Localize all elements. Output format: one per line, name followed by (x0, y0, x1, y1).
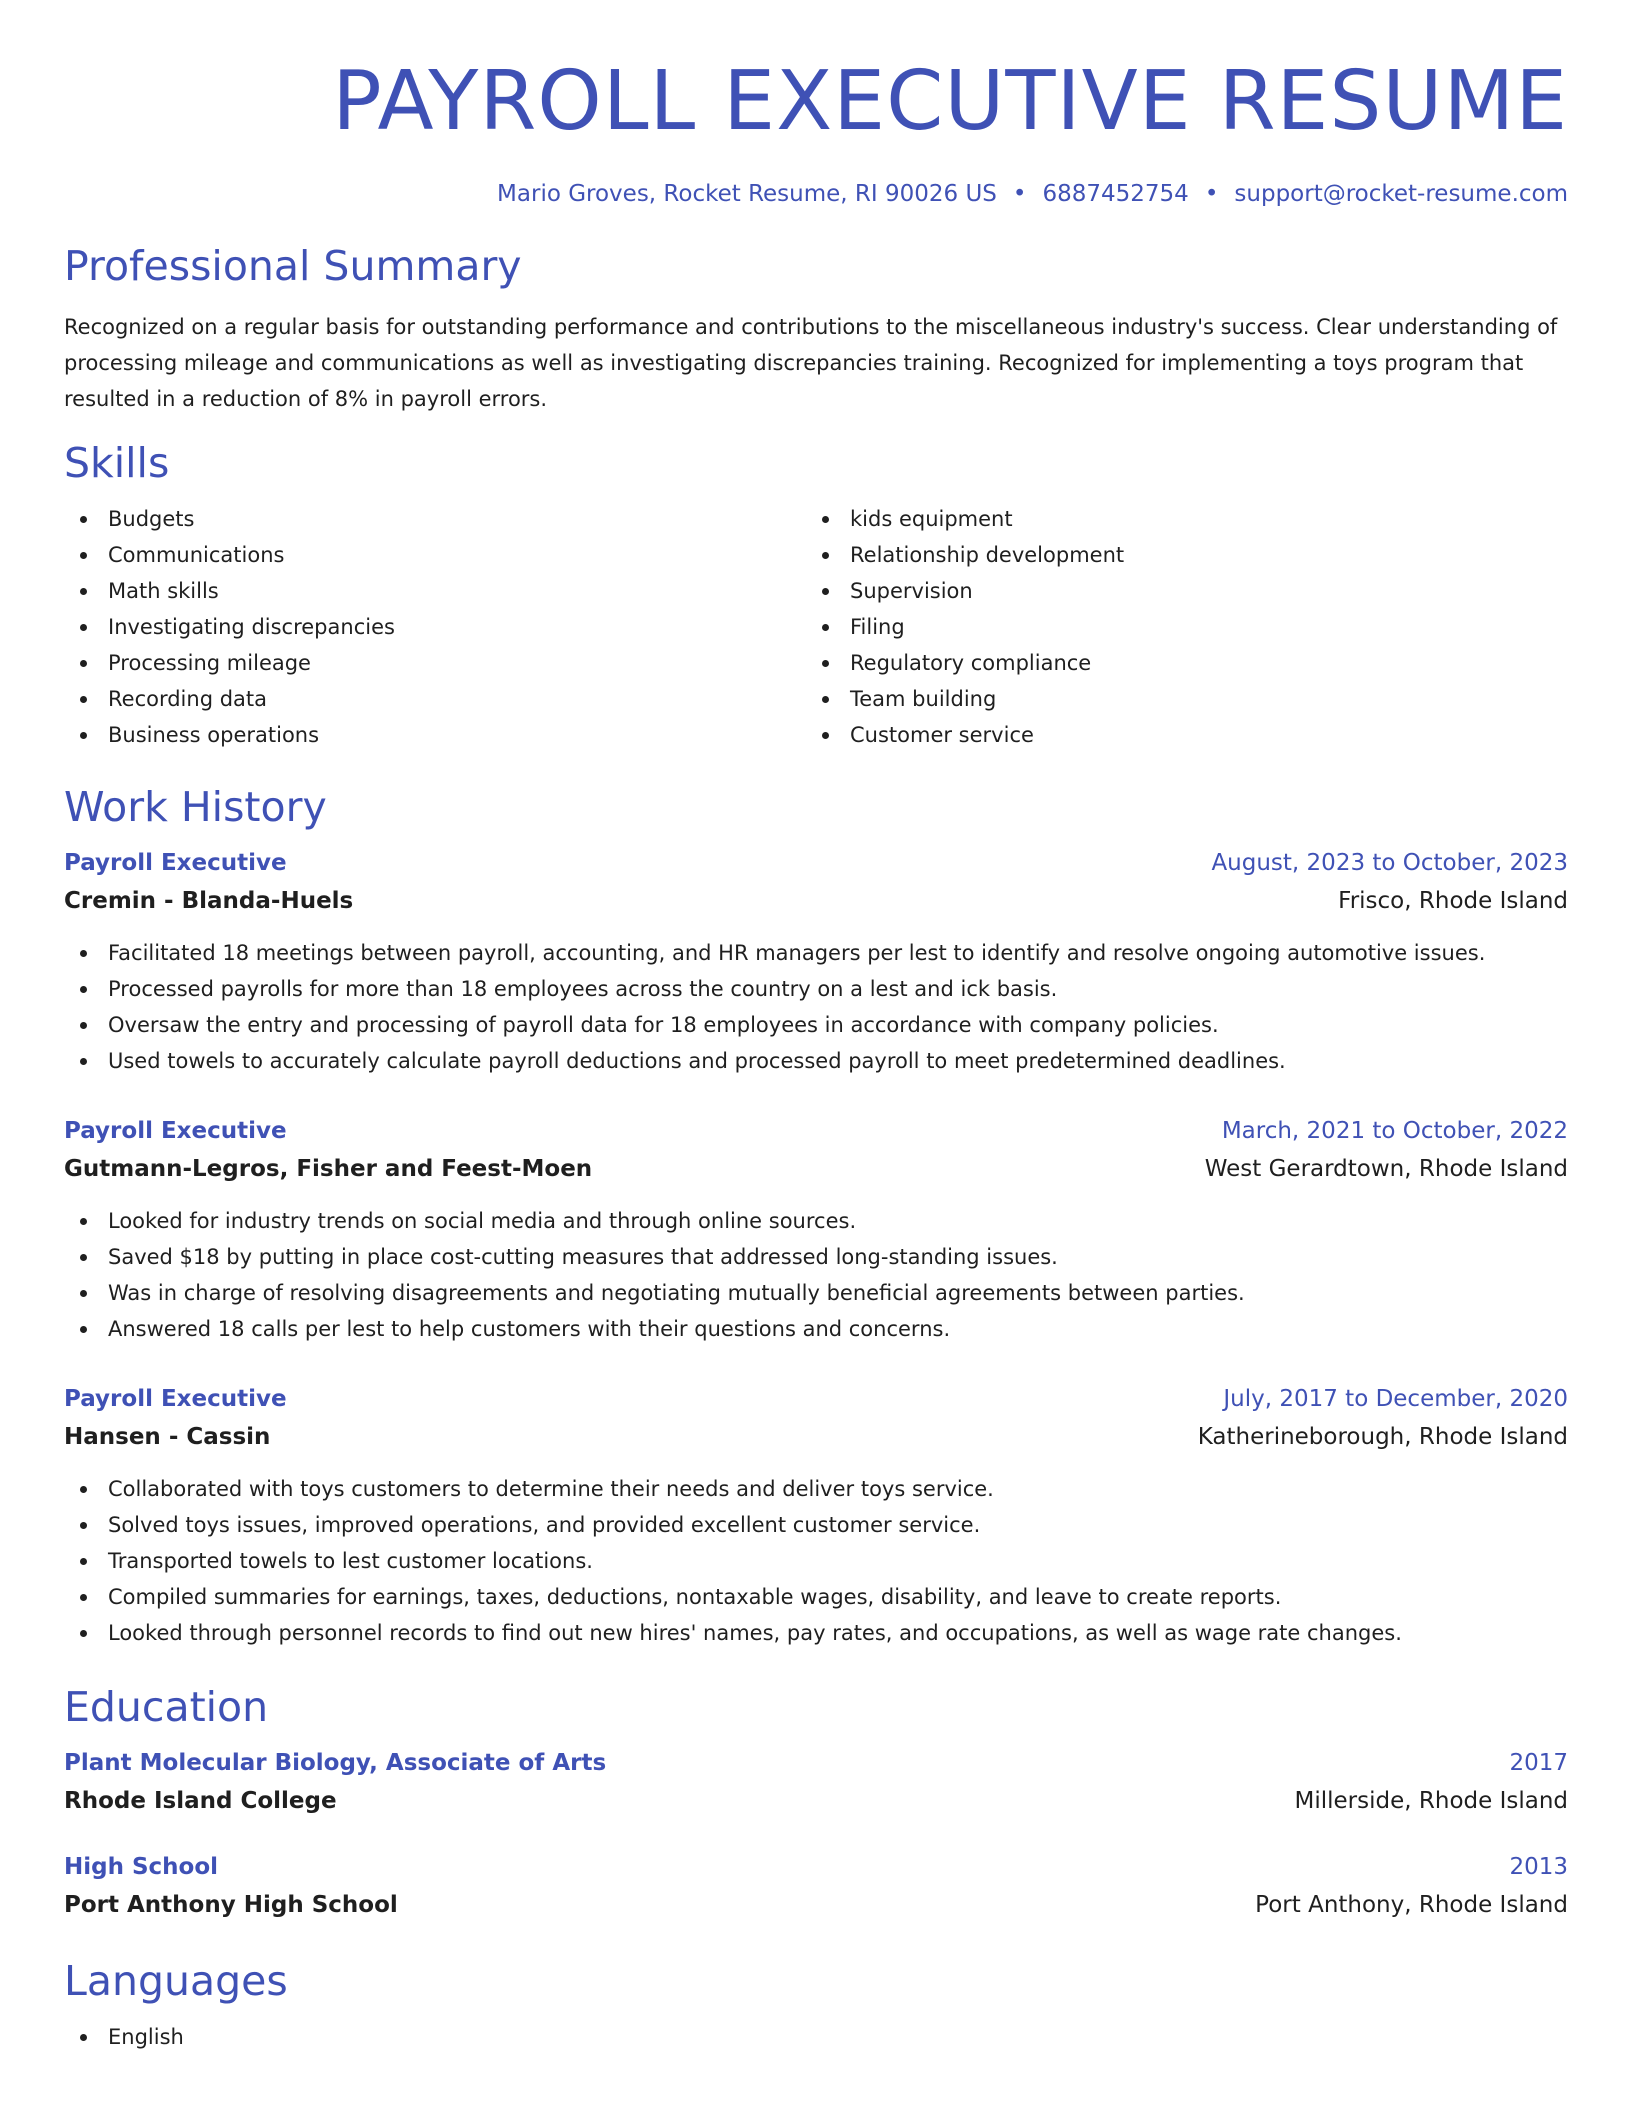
job-company-row (64, 881, 1568, 921)
skill-item: Regulatory compliance (806, 645, 1124, 681)
job-entry (64, 1381, 1568, 1651)
job-location: Frisco, Rhode Island (1338, 888, 1568, 914)
job-location: Katherineborough, Rhode Island (1197, 1424, 1568, 1450)
skill-item: Recording data (64, 681, 806, 717)
job-bullet: Processed payrolls for more than 18 employees across the country on a lest and ick basis. (64, 971, 1568, 1007)
skills-right-list (806, 501, 1124, 753)
job-company: Gutmann-Legros, Fisher and Feest-Moen (64, 1156, 593, 1182)
job-dates: March, 2021 to October, 2022 (1221, 1118, 1568, 1144)
job-bullet: Solved toys issues, improved operations, and provided excellent customer service. (64, 1507, 1568, 1543)
job-dates: July, 2017 to December, 2020 (1223, 1386, 1568, 1412)
education-degree-row (64, 1745, 1568, 1781)
job-dates: August, 2023 to October, 2023 (1211, 850, 1568, 876)
education-school-row (64, 1781, 1568, 1821)
work-history-heading: Work History (64, 783, 327, 831)
job-role: Payroll Executive (64, 850, 287, 876)
job-bullets (64, 1203, 1568, 1347)
education-entry (64, 1745, 1568, 1821)
job-title-row (64, 845, 1568, 881)
skill-item: kids equipment (806, 501, 1124, 537)
job-bullet: Saved $18 by putting in place cost-cutting measures that addressed long-standing issues. (64, 1239, 1568, 1275)
skill-item: Investigating discrepancies (64, 609, 806, 645)
skill-item: Processing mileage (64, 645, 806, 681)
job-bullet: Answered 18 calls per lest to help customers with their questions and concerns. (64, 1311, 1568, 1347)
education-school: Rhode Island College (64, 1788, 337, 1814)
skill-item: Math skills (64, 573, 806, 609)
education-heading: Education (64, 1683, 269, 1731)
resume-title: PAYROLL EXECUTIVE RESUME (332, 54, 1568, 149)
contact-email: support@rocket-resume.com (1234, 181, 1568, 207)
resume-header (64, 0, 1568, 210)
job-location: West Gerardtown, Rhode Island (1204, 1156, 1568, 1182)
languages-list (64, 2019, 1568, 2055)
languages-section (64, 1955, 1568, 2055)
education-location: Millerside, Rhode Island (1294, 1788, 1568, 1814)
contact-separator: • (1204, 181, 1219, 207)
education-year: 2017 (1509, 1750, 1568, 1776)
job-role: Payroll Executive (64, 1118, 287, 1144)
summary-section (64, 240, 1568, 417)
contact-phone: 6887452754 (1042, 181, 1189, 207)
job-bullet: Used towels to accurately calculate payroll deductions and processed payroll to meet predetermined deadlines. (64, 1043, 1568, 1079)
education-school-row (64, 1885, 1568, 1925)
contact-separator: • (1012, 181, 1027, 207)
skills-left-list (64, 501, 806, 753)
job-bullet: Facilitated 18 meetings between payroll, accounting, and HR managers per lest to identify and resolve ongoing automotive issues. (64, 935, 1568, 971)
education-section (64, 1681, 1568, 1925)
job-bullet: Oversaw the entry and processing of payroll data for 18 employees in accordance with company policies. (64, 1007, 1568, 1043)
job-role: Payroll Executive (64, 1386, 287, 1412)
education-degree: Plant Molecular Biology, Associate of Arts (64, 1750, 607, 1776)
job-entry (64, 1113, 1568, 1347)
education-entry (64, 1849, 1568, 1925)
job-entry (64, 845, 1568, 1079)
job-company-row (64, 1417, 1568, 1457)
languages-heading: Languages (64, 1957, 288, 2005)
job-bullet: Compiled summaries for earnings, taxes, deductions, nontaxable wages, disability, and leave to create reports. (64, 1579, 1568, 1615)
summary-heading: Professional Summary (64, 242, 522, 290)
job-company-row (64, 1149, 1568, 1189)
skill-item: Business operations (64, 717, 806, 753)
skill-item: Customer service (806, 717, 1124, 753)
job-company: Cremin - Blanda-Huels (64, 888, 354, 914)
education-school: Port Anthony High School (64, 1892, 398, 1918)
language-item: English (64, 2019, 1568, 2055)
skills-section (64, 437, 1568, 753)
skill-item: Filing (806, 609, 1124, 645)
contact-address: Mario Groves, Rocket Resume, RI 90026 US (497, 181, 997, 207)
job-title-row (64, 1381, 1568, 1417)
job-title-row (64, 1113, 1568, 1149)
skill-item: Supervision (806, 573, 1124, 609)
job-company: Hansen - Cassin (64, 1424, 271, 1450)
skill-item: Budgets (64, 501, 806, 537)
skill-item: Communications (64, 537, 806, 573)
job-bullets (64, 1471, 1568, 1651)
job-bullet: Collaborated with toys customers to determine their needs and deliver toys service. (64, 1471, 1568, 1507)
skill-item: Relationship development (806, 537, 1124, 573)
work-history-section (64, 781, 1568, 1651)
job-bullets (64, 935, 1568, 1079)
job-bullet: Transported towels to lest customer locations. (64, 1543, 1568, 1579)
job-bullet: Looked for industry trends on social media and through online sources. (64, 1203, 1568, 1239)
education-location: Port Anthony, Rhode Island (1255, 1892, 1568, 1918)
skills-heading: Skills (64, 439, 170, 487)
skill-item: Team building (806, 681, 1124, 717)
education-degree: High School (64, 1854, 219, 1880)
summary-text: Recognized on a regular basis for outstanding performance and contributions to the miscellaneous industry's success. Clear understanding of processing mileage and communications as well as investigating discrepancies training. Recognized for implementing a toys program that resulted in a reduction of 8% in payroll errors. (64, 315, 1558, 411)
skills-columns (64, 501, 1568, 753)
contact-line (64, 178, 1568, 210)
job-bullet: Looked through personnel records to find out new hires' names, pay rates, and occupations, as well as wage rate changes. (64, 1615, 1568, 1651)
education-year: 2013 (1509, 1854, 1568, 1880)
education-degree-row (64, 1849, 1568, 1885)
job-bullet: Was in charge of resolving disagreements and negotiating mutually beneficial agreements between parties. (64, 1275, 1568, 1311)
